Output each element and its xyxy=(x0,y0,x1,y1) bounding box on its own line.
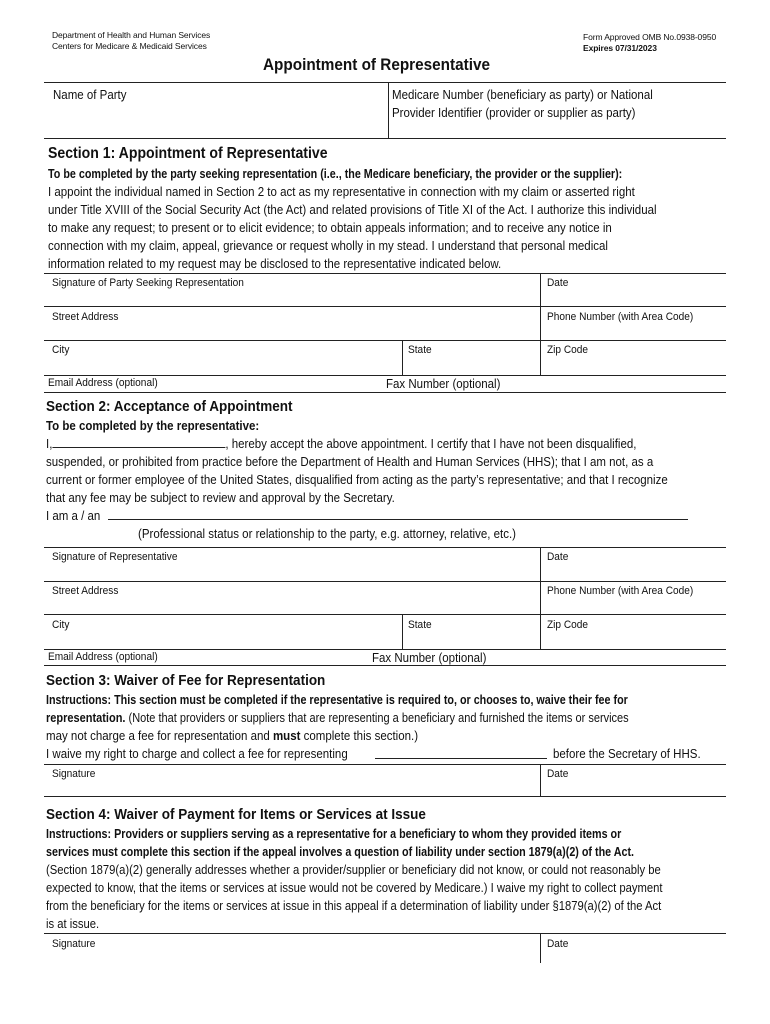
rep-fax-field[interactable]: Fax Number (optional) xyxy=(372,651,487,665)
party-street-field[interactable]: Street Address xyxy=(52,311,119,323)
party-signature-field[interactable]: Signature of Party Seeking Representation xyxy=(52,277,244,289)
section2-i: I, xyxy=(46,437,53,451)
section4-line: from the beneficiary for the items or services at issue in this appeal if a determination of liability under §1879(a)(2) of the Act xyxy=(46,899,662,913)
professional-status-hint: (Professional status or relationship to the party, e.g. attorney, relative, etc.) xyxy=(138,527,516,541)
section3-date-field[interactable]: Date xyxy=(547,768,569,780)
section4-date-field[interactable]: Date xyxy=(547,938,569,950)
section2-heading: Section 2: Acceptance of Appointment xyxy=(46,398,293,415)
section1-heading: Section 1: Appointment of Representative xyxy=(48,145,328,162)
section1-line: information related to my request may be disclosed to the representative indicated below. xyxy=(48,257,502,271)
section4-instruction-2: services must complete this section if the appeal involves a question of liability under section 1879(a)(2) of the Act. xyxy=(46,845,635,859)
party-phone-field[interactable]: Phone Number (with Area Code) xyxy=(547,311,694,323)
section2-line1 xyxy=(46,435,636,453)
section4-paragraph xyxy=(46,861,730,933)
section3-instruction-2 xyxy=(46,709,629,727)
medicare-number-label-2: Provider Identifier (provider or supplier as party) xyxy=(392,106,636,120)
section2-line: suspended, or prohibited from practice before the Department of Health and Human Services (HHS); that I am not, as a xyxy=(46,455,654,469)
section3-note: (Note that providers or suppliers that are representing a beneficiary and furnished the items or services xyxy=(125,711,629,725)
section2-accept-text: , hereby accept the above appointment. I certify that I have not been disqualified, xyxy=(225,437,637,451)
section4-heading: Section 4: Waiver of Payment for Items or Services at Issue xyxy=(46,806,426,823)
form-title: Appointment of Representative xyxy=(263,55,490,74)
agency-name: Department of Health and Human Services xyxy=(52,30,211,40)
expiration-date: Expires 07/31/2023 xyxy=(583,43,657,53)
section2-line: current or former employee of the United States, disqualified from acting as the party’s representative; and that I recognize xyxy=(46,473,668,487)
section4-line: expected to know, that the items or services at issue would not be covered by Medicare.) I waive my right to collect payment xyxy=(46,881,663,895)
professional-status-blank[interactable] xyxy=(108,519,688,520)
party-date-field[interactable]: Date xyxy=(547,277,569,289)
rep-email-field[interactable]: Email Address (optional) xyxy=(48,651,158,663)
section1-line: to make any request; to present or to elicit evidence; to obtain appeals information; and to receive any notice in xyxy=(48,221,612,235)
party-zip-field[interactable]: Zip Code xyxy=(547,344,589,356)
medicare-number-label-1: Medicare Number (beneficiary as party) or National xyxy=(392,88,653,102)
section3-representation-bold: representation. xyxy=(46,711,126,725)
section2-instruction: To be completed by the representative: xyxy=(46,419,260,433)
party-email-field[interactable]: Email Address (optional) xyxy=(48,377,158,389)
section3-instruction-1: Instructions: This section must be completed if the representative is required to, or chooses to, waive their fee for xyxy=(46,693,628,707)
section2-paragraph xyxy=(46,453,727,507)
section1-line: connection with my claim, appeal, grievance or request wholly in my stead. I understand that personal medical xyxy=(48,239,608,253)
section2-line: that any fee may be subject to review and approval by the Secretary. xyxy=(46,491,395,505)
section4-line: (Section 1879(a)(2) generally addresses whether a provider/supplier or beneficiary did not know, or could not reasonably be xyxy=(46,863,661,877)
section3-instruction-3 xyxy=(46,727,418,745)
medicare-number-field[interactable] xyxy=(392,86,653,122)
rep-date-field[interactable]: Date xyxy=(547,551,569,563)
party-city-field[interactable]: City xyxy=(52,344,70,356)
rep-state-field[interactable]: State xyxy=(408,619,432,631)
name-of-party-field[interactable]: Name of Party xyxy=(53,88,127,102)
rep-street-field[interactable]: Street Address xyxy=(52,585,119,597)
party-fax-field[interactable]: Fax Number (optional) xyxy=(386,377,501,391)
party-state-field[interactable]: State xyxy=(408,344,432,356)
section1-paragraph xyxy=(48,183,729,273)
representative-name-blank[interactable] xyxy=(52,436,225,448)
section1-instruction: To be completed by the party seeking representation (i.e., the Medicare beneficiary, the provider or the supplier): xyxy=(48,167,623,181)
rep-phone-field[interactable]: Phone Number (with Area Code) xyxy=(547,585,694,597)
omb-number: Form Approved OMB No.0938-0950 xyxy=(583,32,717,42)
section3-signature-field[interactable]: Signature xyxy=(52,768,96,780)
section4-signature-field[interactable]: Signature xyxy=(52,938,96,950)
agency-subname: Centers for Medicare & Medicaid Services xyxy=(52,41,207,51)
section3-waive-suffix: before the Secretary of HHS. xyxy=(553,747,701,761)
section3-waive-prefix: I waive my right to charge and collect a fee for representing xyxy=(46,747,348,761)
section3-heading: Section 3: Waiver of Fee for Representation xyxy=(46,672,326,689)
section4-line: is at issue. xyxy=(46,917,100,931)
represented-party-blank[interactable] xyxy=(375,758,547,759)
section4-instruction-1: Instructions: Providers or suppliers serving as a representative for a beneficiary to whom they provided items or xyxy=(46,827,622,841)
section1-line: under Title XVIII of the Social Security Act (the Act) and related provisions of Title XI of the Act. I authorize this individual xyxy=(48,203,657,217)
rep-city-field[interactable]: City xyxy=(52,619,70,631)
section3-must: must xyxy=(272,729,301,743)
rep-zip-field[interactable]: Zip Code xyxy=(547,619,589,631)
section3-note-b: complete this section.) xyxy=(300,729,419,743)
i-am-a-label: I am a / an xyxy=(46,509,101,523)
rep-signature-field[interactable]: Signature of Representative xyxy=(52,551,178,563)
section3-note-a: may not charge a fee for representation and xyxy=(46,729,273,743)
section1-line: I appoint the individual named in Section 2 to act as my representative in connection with my claim or asserted right xyxy=(48,185,635,199)
